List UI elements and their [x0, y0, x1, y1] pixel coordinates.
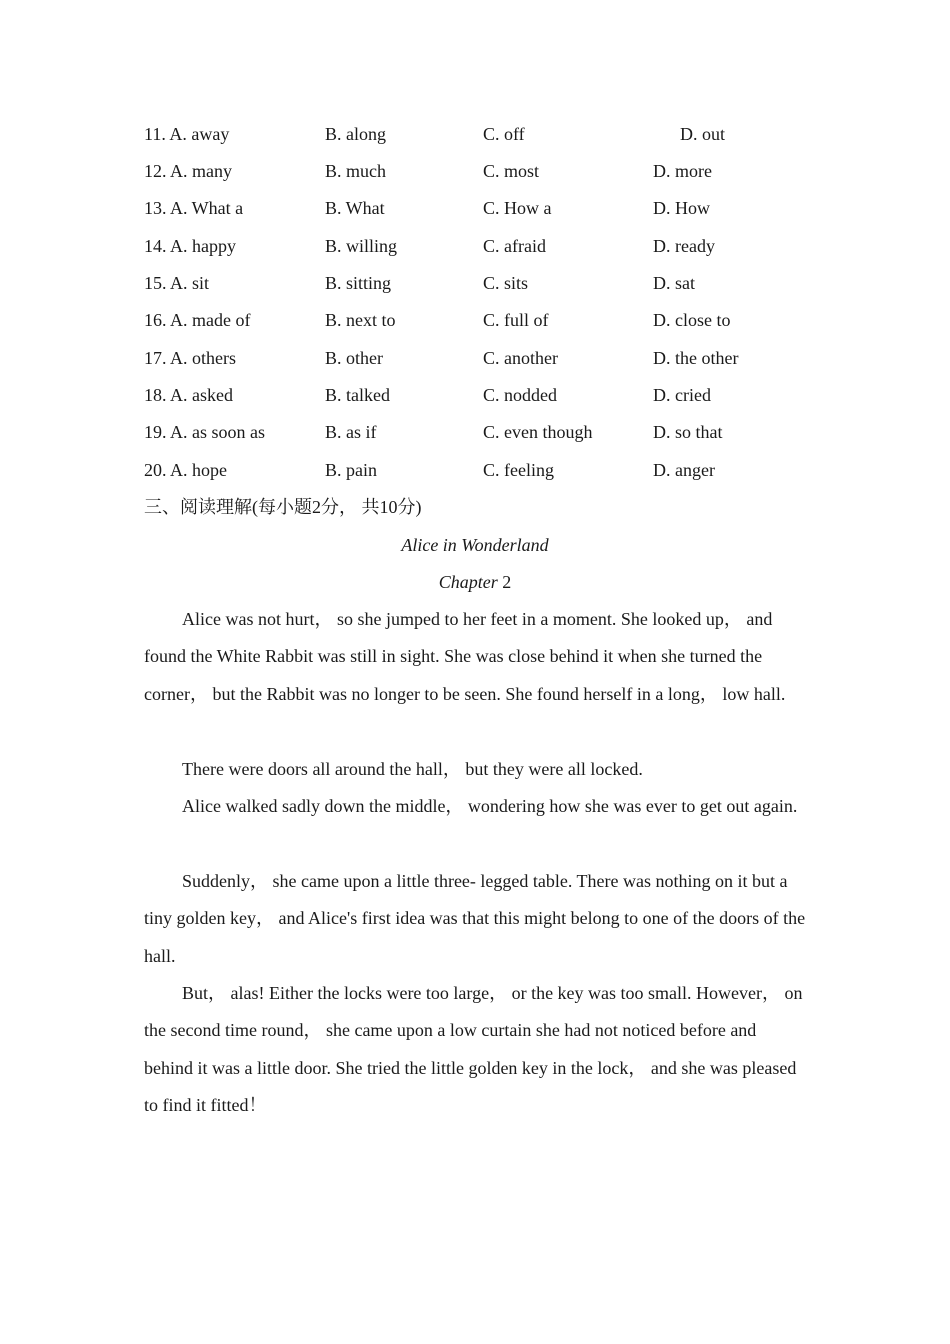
option-c: C. off	[483, 124, 525, 144]
section-heading: 三、阅读理解(每小题2分， 共10分)	[144, 497, 422, 517]
story-paragraph: Suddenly， she came upon a little three- legged table. There was nothing on it but a tiny golden key， and Alice's first idea was that this might belong to one of the doors of the hall.	[144, 871, 806, 966]
question-number-option-a: 13. A. What a	[144, 198, 244, 218]
question-row	[0, 268, 950, 298]
option-d: D. sat	[653, 273, 695, 293]
chapter-number: 2	[502, 572, 512, 592]
chapter-heading	[0, 567, 950, 597]
question-number-option-a: 18. A. asked	[144, 385, 233, 405]
question-number-option-a: 11. A. away	[144, 124, 230, 144]
option-d: D. How	[653, 198, 710, 218]
question-row	[0, 119, 950, 149]
option-d: D. more	[653, 161, 712, 181]
story-title	[0, 530, 950, 560]
option-b: B. much	[325, 161, 386, 181]
option-c: C. feeling	[483, 460, 554, 480]
question-row	[0, 231, 950, 261]
question-row	[0, 193, 950, 223]
option-b: B. What	[325, 198, 385, 218]
option-d: D. out	[680, 124, 725, 144]
chapter-label: Chapter	[438, 572, 498, 592]
question-row	[0, 455, 950, 485]
story-paragraph: Alice walked sadly down the middle， wondering how she was ever to get out again.	[182, 796, 798, 816]
question-row	[0, 417, 950, 447]
option-b: B. next to	[325, 310, 396, 330]
option-d: D. close to	[653, 310, 731, 330]
option-d: D. the other	[653, 348, 739, 368]
story-paragraph: Alice was not hurt， so she jumped to her feet in a moment. She looked up， and found the White Rabbit was still in sight. She was close behind it when she turned the corner， but the Rabbit was no longer to be seen. She found herself in a long， low hall.	[144, 609, 786, 704]
option-c: C. nodded	[483, 385, 557, 405]
option-d: D. so that	[653, 422, 723, 442]
option-b: B. pain	[325, 460, 377, 480]
option-c: C. another	[483, 348, 558, 368]
story-paragraph: There were doors all around the hall， but they were all locked.	[182, 759, 643, 779]
question-number-option-a: 19. A. as soon as	[144, 422, 265, 442]
story-paragraph: But， alas! Either the locks were too large， or the key was too small. However， on the second time round， she came upon a low curtain she had not noticed before and behind it was a little door. She tried the little golden key in the lock， and she was pleased to find it fitted！	[144, 983, 803, 1116]
option-b: B. along	[325, 124, 386, 144]
question-row	[0, 380, 950, 410]
option-c: C. afraid	[483, 236, 546, 256]
question-number-option-a: 14. A. happy	[144, 236, 236, 256]
option-c: C. full of	[483, 310, 549, 330]
question-row	[0, 343, 950, 373]
option-d: D. ready	[653, 236, 715, 256]
option-b: B. sitting	[325, 273, 392, 293]
question-number-option-a: 20. A. hope	[144, 460, 227, 480]
option-d: D. anger	[653, 460, 715, 480]
question-row	[0, 305, 950, 335]
option-d: D. cried	[653, 385, 711, 405]
option-b: B. talked	[325, 385, 390, 405]
option-c: C. sits	[483, 273, 529, 293]
option-b: B. as if	[325, 422, 377, 442]
option-c: C. even though	[483, 422, 593, 442]
question-number-option-a: 16. A. made of	[144, 310, 251, 330]
question-number-option-a: 17. A. others	[144, 348, 236, 368]
question-number-option-a: 15. A. sit	[144, 273, 210, 293]
option-b: B. willing	[325, 236, 398, 256]
story-title-text: Alice in Wonderland	[401, 535, 549, 555]
question-number-option-a: 12. A. many	[144, 161, 232, 181]
question-row	[0, 156, 950, 186]
option-c: C. most	[483, 161, 540, 181]
option-b: B. other	[325, 348, 383, 368]
option-c: C. How a	[483, 198, 552, 218]
